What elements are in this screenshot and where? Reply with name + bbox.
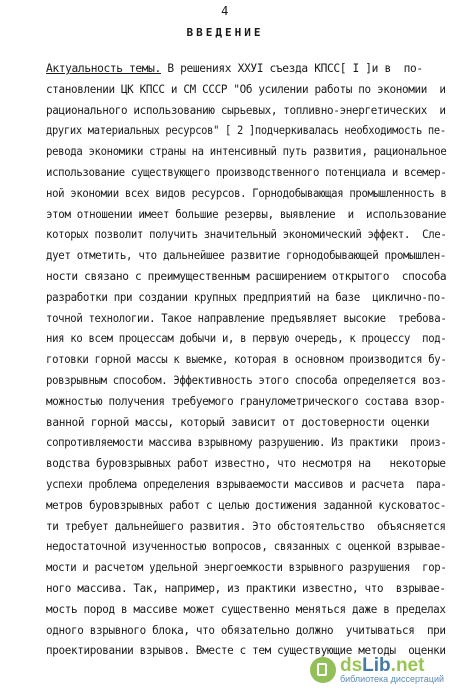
text-segment: успехи проблема определения взрываемости массивов и расчета пара- (46, 478, 447, 491)
text-segment: этом отношении имеет большие резервы, выявление и использование (46, 207, 447, 221)
text-line (46, 395, 446, 409)
text-segment: ванной горной массы, который зависит от достоверности оценки (46, 415, 430, 429)
watermark-brand-lib: Lib (362, 655, 391, 676)
book-logo-icon (310, 657, 336, 683)
watermark (310, 653, 444, 687)
text-segment: использование существующего производственного потенциала и всемер- (46, 166, 447, 179)
text-line (46, 83, 446, 97)
text-line (46, 520, 446, 534)
text-line (46, 228, 446, 242)
text-segment: ности связано с преимущественным расширением открытого способа (46, 270, 447, 283)
underlined-phrase: Актуальность темы. (46, 62, 161, 75)
text-line (46, 624, 446, 638)
text-segment: дует отметить, что дальнейшее развитие горнодобывающей промышлен- (46, 249, 447, 263)
watermark-tagline: библиотека диссертаций (339, 674, 444, 684)
text-line (46, 62, 423, 76)
text-line (46, 540, 446, 554)
text-segment: ного массива. Так, например, из практики известно, что взрывае- (46, 582, 446, 595)
text-segment: метров буровзрывных работ с целью достижения заданной кусковатос- (46, 498, 447, 512)
text-segment: точной технологии. Такое направление предъявляет высокие требова- (46, 311, 447, 325)
text-line (46, 249, 446, 263)
section-heading: ВВЕДЕНИЕ (186, 26, 264, 39)
text-line (46, 166, 446, 180)
text-segment: проектировании взрывов. Вместе с тем существующие методы оценки (46, 644, 446, 658)
watermark-brand (340, 656, 444, 675)
text-line (46, 436, 446, 450)
text-line (46, 270, 446, 284)
text-line (46, 312, 446, 326)
text-segment: ния ко всем процессам добычи и, в первую очередь, к процессу под- (46, 332, 447, 346)
text-line (46, 582, 446, 596)
text-segment: которых позволит получить значительный экономический эффект. Сле- (46, 228, 447, 242)
text-line (46, 499, 446, 513)
text-line (46, 603, 446, 617)
text-segment: ти требует дальнейшего развития. Это обстоятельство объясняется (46, 519, 446, 533)
text-line (46, 374, 446, 388)
text-segment: ровзрывным способом. Эффективность этого способа определяется воз- (46, 374, 447, 387)
text-line (46, 332, 446, 346)
text-line (46, 145, 446, 159)
text-line (46, 353, 446, 367)
text-line (46, 478, 446, 492)
text-line (46, 104, 446, 118)
text-line (46, 291, 446, 305)
text-segment: водства буровзрывных работ известно, что несмотря на некоторые (46, 457, 446, 471)
text-segment: одного взрывного блока, что обязательно должно учитываться при (46, 623, 446, 637)
text-line (46, 208, 446, 222)
text-line (46, 187, 446, 201)
text-line (46, 124, 446, 138)
text-segment: сопротивляемости массива взрывному разрушению. Из практики произ- (46, 436, 447, 450)
text-segment: становлении ЦК КПСС и СМ СССР "Об усилении работы по экономии и (46, 82, 446, 96)
page-number: 4 (221, 4, 229, 18)
text-segment: ной экономии всех видов ресурсов. Горнодобывающая промышленность в (46, 186, 447, 200)
text-segment: недостаточной изученностью вопросов, связанных с оценкой взрывае- (46, 540, 447, 554)
text-segment: В решениях ХХУI съезда КПСС[ I ]и в по- (160, 62, 423, 75)
text-segment: разработки при создании крупных предприятий на базе циклично-по- (46, 290, 447, 304)
watermark-text (340, 656, 444, 684)
text-line (46, 561, 446, 575)
text-segment: готовки горной массы к выемке, которая в основном производится бу- (46, 353, 447, 367)
text-segment: других материальных ресурсов" [ 2 ]подчеркивалась необходимость пе- (46, 124, 446, 138)
text-line (46, 416, 429, 430)
text-segment: мости и расчетом удельной энергоемкости взрывного разрушения гор- (46, 561, 447, 575)
text-line (46, 457, 446, 471)
text-segment: рационального использованию сырьевых, топливно-энергетических и (46, 103, 446, 117)
text-segment: мость пород в массиве может существенно меняться даже в пределах (46, 602, 446, 616)
watermark-brand-prefix: ds (339, 655, 363, 676)
watermark-brand-suffix: .net (390, 655, 425, 676)
text-segment: ревода экономики страны на интенсивный путь развития, рациональное (46, 145, 447, 159)
text-segment: можностью получения требуемого гранулометрического состава взор- (46, 394, 446, 408)
